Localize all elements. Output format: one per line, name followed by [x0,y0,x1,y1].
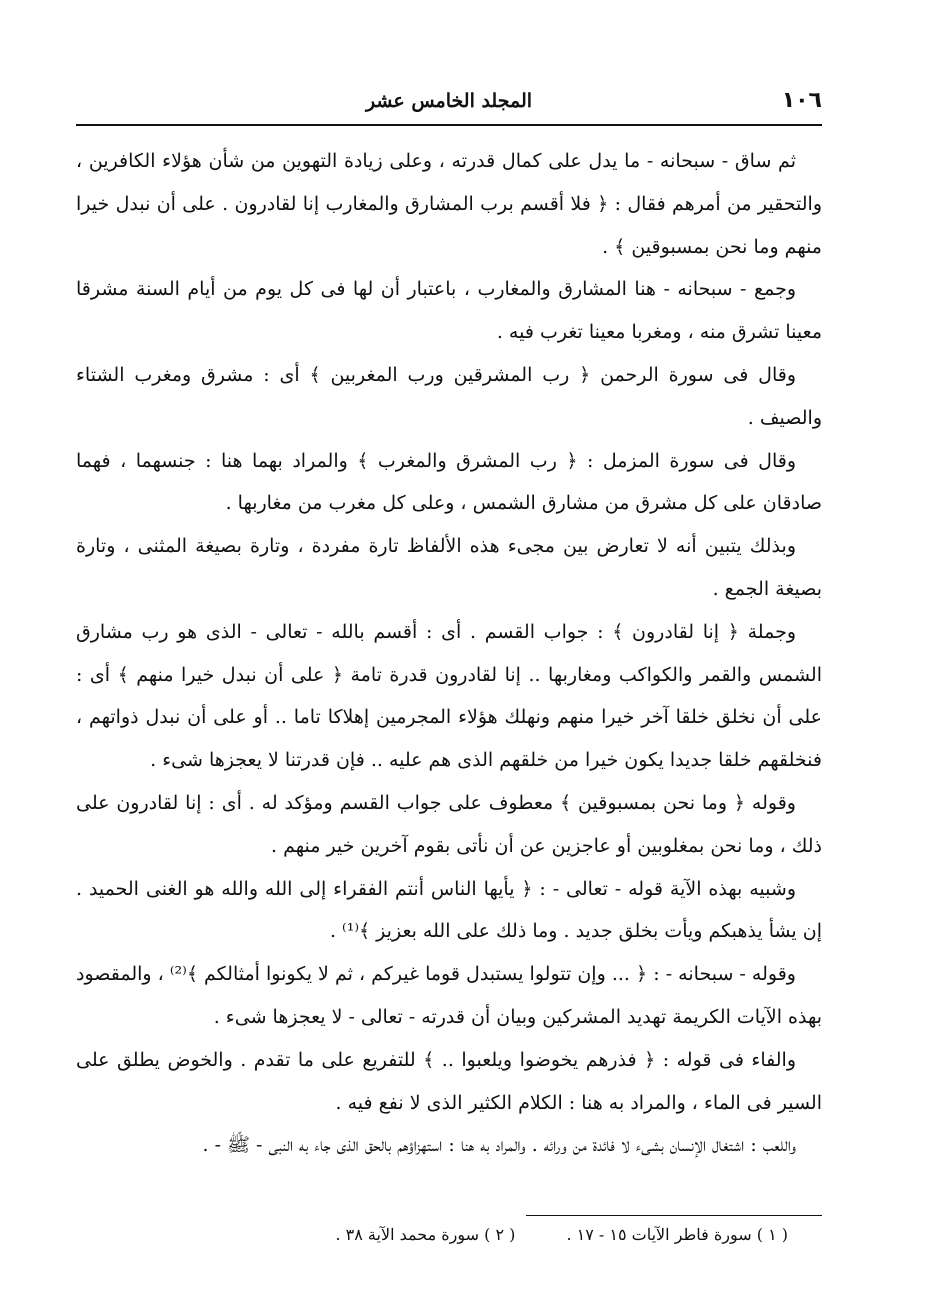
paragraph: وشبيه بهذه الآية قوله - تعالى - : ﴿ يأيها الناس أنتم الفقراء إلى الله والله هو الغنى الحميد . إن يشأ يذهبكم ويأت بخلق جديد . وما ذلك على الله بعزيز ﴾⁽¹⁾ . [76,877,822,943]
footnote-2: ( ٢ ) سورة محمد الآية ٣٨ . [335,1225,516,1244]
main-text [76,140,822,1167]
running-header [76,88,822,118]
paragraph: ثم ساق - سبحانه - ما يدل على كمال قدرته ، وعلى زيادة التهوين من شأن هؤلاء الكافرين ، والتحقير من أمرهم فقال : ﴿ فلا أقسم برب المشارق والمغارب إنا لقادرون . على أن نبدل خيرا منهم وما نحن بمسبوقين ﴾ . [76,150,822,258]
paragraph: وبذلك يتبين أنه لا تعارض بين مجىء هذه الألفاظ تارة مفردة ، وتارة بصيغة المثنى ، وتارة بصيغة الجمع . [76,535,822,600]
paragraph: وجمع - سبحانه - هنا المشارق والمغارب ، باعتبار أن لها فى كل يوم من أيام السنة مشرقا معينا تشرق منه ، ومغربا معينا تغرب فيه . [76,278,822,344]
paragraph: وقوله ﴿ وما نحن بمسبوقين ﴾ معطوف على جواب القسم ومؤكد له . أى : إنا لقادرون على ذلك ، وما نحن بمغلوبين أو عاجزين عن أن نأتى بقوم آخرين خير منهم . [76,791,822,857]
header-divider [76,124,822,126]
paragraph: واللعب : اشتغال الإنسان بشىء لا فائدة من ورائه . والمراد به هنا : استهزاؤهم بالحق الذى جاء به النبى - ﷺ - . [202,1134,796,1157]
paragraph: وقوله - سبحانه - : ﴿ ... وإن تتولوا يستبدل قوما غيركم ، ثم لا يكونوا أمثالكم ﴾⁽²⁾ ، والمقصود بهذه الآيات الكريمة تهديد المشركين وبيان أن قدرته - تعالى - لا يعجزها شىء . [76,963,822,1028]
footnote-1: ( ١ ) سورة فاطر الآيات ١٥ - ١٧ . [566,1225,788,1244]
paragraph: وقال فى سورة المزمل : ﴿ رب المشرق والمغرب ﴾ والمراد بهما هنا : جنسهما ، فهما صادقان على كل مشرق من مشارق الشمس ، وعلى كل مغرب من مغاربها . [76,449,822,515]
paragraph: والفاء فى قوله : ﴿ فذرهم يخوضوا ويلعبوا .. ﴾ للتفريع على ما تقدم . والخوض يطلق على السير فى الماء ، والمراد به هنا : الكلام الكثير الذى لا نفع فيه . [76,1048,822,1114]
volume-title: المجلد الخامس عشر [365,90,533,112]
footnote-divider [526,1215,822,1216]
paragraph: وجملة ﴿ إنا لقادرون ﴾ : جواب القسم . أى : أقسم بالله - تعالى - الذى هو رب مشارق الشمس والقمر والكواكب ومغاربها .. إنا لقادرون قدرة تامة ﴿ على أن نبدل خيرا منهم ﴾ أى : على أن نخلق خلقا آخر خيرا منهم ونهلك هؤلاء المجرمين إهلاكا تاما .. أو على أن نبدل ذواتهم ، فنخلقهم خلقا جديدا يكون خيرا من خلقهم الذى هم عليه .. فإن قدرتنا لا يعجزها شىء . [76,620,822,772]
page-number: ١٠٦ [781,88,822,113]
footnotes [76,1222,788,1248]
paragraph: وقال فى سورة الرحمن ﴿ رب المشرقين ورب المغربين ﴾ أى : مشرق ومغرب الشتاء والصيف . [76,363,822,429]
